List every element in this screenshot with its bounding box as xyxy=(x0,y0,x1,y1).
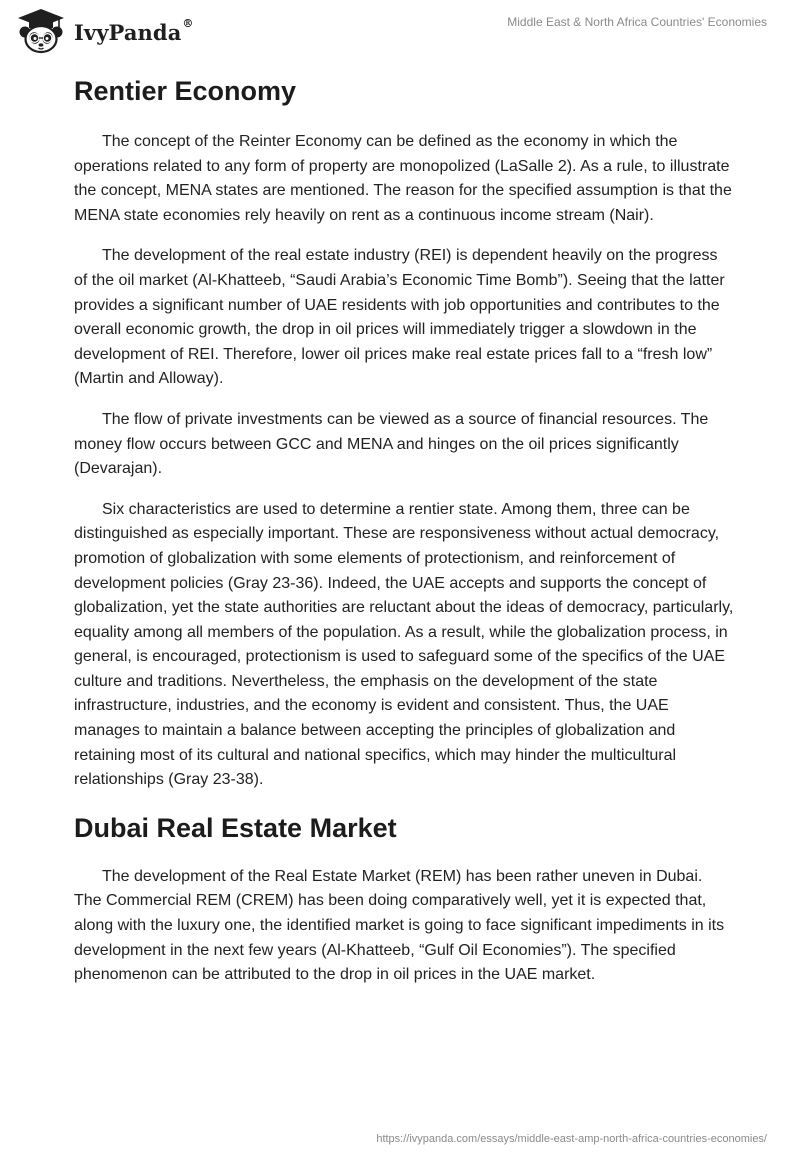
registered-mark: ® xyxy=(182,16,194,30)
ivypanda-logo[interactable] xyxy=(14,8,194,54)
paragraph: The concept of the Reinter Economy can be defined as the economy in which the operations related to any form of property are monopolized (LaSalle 2). As a rule, to illustrate the concept, MENA states are mentioned. The reason for the specified assumption is that the MENA state economies rely heavily on rent as a continuous income stream (Nair). xyxy=(74,133,732,224)
paragraph: Six characteristics are used to determine a rentier state. Among them, three can be distinguished as especially important. These are responsiveness without actual democracy, promotion of globalization with some elements of protectionism, and reinforcement of development policies (Gray 23-36). Indeed, the UAE accepts and supports the concept of globalization, yet the state authorities are reluctant about the ideas of democracy, particularly, equality among all members of the population. As a result, while the globalization process, in general, is encouraged, protectionism is used to safeguard some of the specifics of the UAE culture and traditions. Nevertheless, the emphasis on the development of the state infrastructure, industries, and the economy is evident and consistent. Thus, the UAE manages to maintain a balance between accepting the principles of globalization and retaining most of its cultural and national specifics, which may hinder the multicultural relationships (Gray 23-38). xyxy=(74,500,734,789)
paragraph: The development of the real estate industry (REI) is dependent heavily on the progress of the oil market (Al-Khatteeb, “Saudi Arabia’s Economic Time Bomb”). Seeing that the latter provides a significant number of UAE residents with job opportunities and contributes to the overall economic growth, the drop in oil prices will immediately trigger a slowdown in the development of REI. Therefore, lower oil prices make real estate prices fall to a “fresh low” (Martin and Alloway). xyxy=(74,247,725,388)
document-title: Middle East & North Africa Countries' Economies xyxy=(507,15,767,29)
panda-graduate-icon xyxy=(14,8,68,54)
page-header xyxy=(0,0,800,60)
essay-content xyxy=(74,72,734,1004)
paragraph: The development of the Real Estate Market (REM) has been rather uneven in Dubai. The Commercial REM (CREM) has been doing comparatively well, yet it is expected that, along with the luxury one, the identified market is going to face significant impediments in its development in the next few years (Al-Khatteeb, “Gulf Oil Economies”). The specified phenomenon can be attributed to the drop in oil prices in the UAE market. xyxy=(74,867,725,984)
source-url[interactable]: https://ivypanda.com/essays/middle-east-amp-north-africa-countries-economies/ xyxy=(376,1133,767,1145)
section-heading-dubai-real-estate-market: Dubai Real Estate Market xyxy=(74,812,397,843)
logo-wordmark: IvyPanda® xyxy=(74,16,194,45)
paragraph: The flow of private investments can be viewed as a source of financial resources. The money flow occurs between GCC and MENA and hinges on the oil prices significantly (Devarajan). xyxy=(74,410,709,478)
section-heading-rentier-economy: Rentier Economy xyxy=(74,76,297,106)
